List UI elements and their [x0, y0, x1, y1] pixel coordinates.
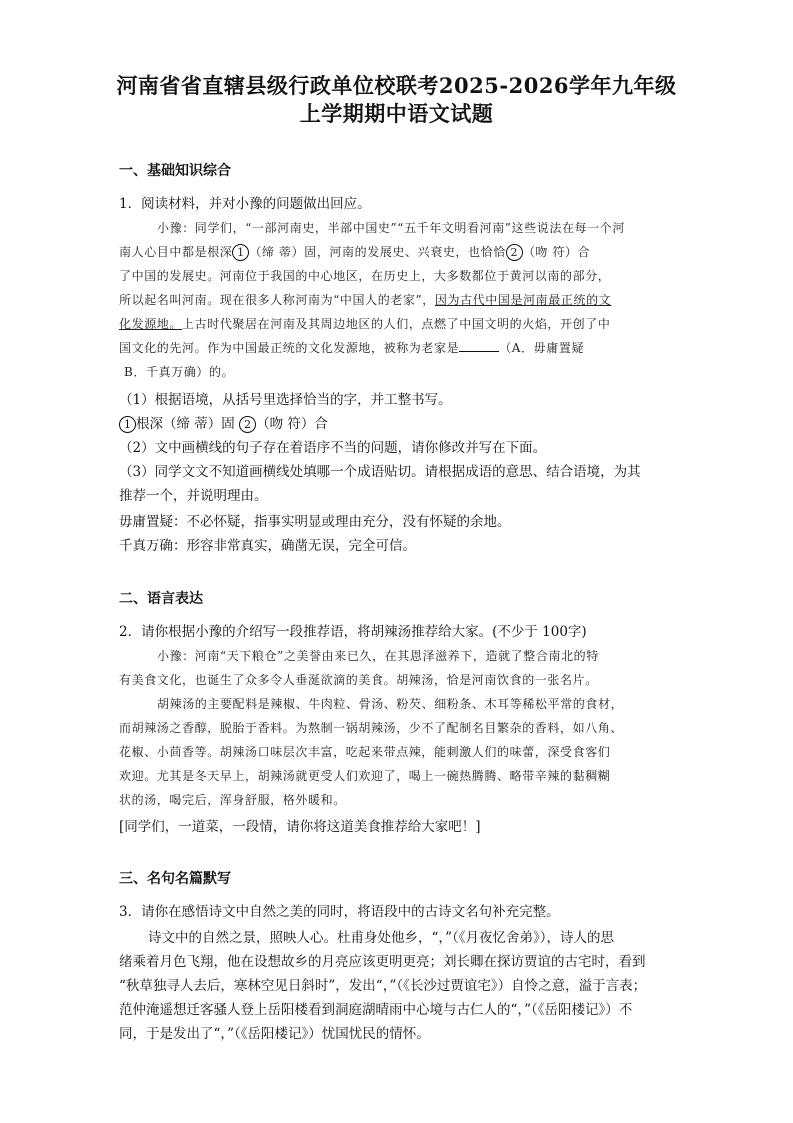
passage1-fragment: 上古时代聚居在河南及其周边地区的人们，点燃了中国文明的火焰，开创了中: [182, 317, 611, 331]
blank-marker-1: 1: [232, 244, 249, 261]
document-title-line1: 河南省省直辖县级行政单位校联考2025-2026学年九年级: [116, 73, 677, 98]
section2-heading: 二、语言表达: [119, 591, 203, 607]
passage1-fragment: 国文化的先河。作为中国最正统的文化发源地，被称为老家是: [119, 341, 460, 355]
subquestion-1-options: [119, 412, 328, 433]
passage2-line: 欢迎。尤其是冬天早上，胡辣汤就更受人们欢迎了，喝上一碗热腾腾、略带辛辣的黏稠糊: [119, 769, 611, 783]
option-text: 根深（缔 蒂）固: [136, 416, 240, 432]
passage1-line: [119, 243, 590, 261]
blank-marker-2: 2: [506, 244, 523, 261]
idiom-definition: 毋庸置疑：不必怀疑，指事实明显或理由充分，没有怀疑的余地。: [119, 514, 511, 530]
question3-line: 同，于是发出了“，”（《岳阳楼记》）忧国忧民的情怀。: [119, 1026, 430, 1042]
passage1-fragment: 所以起名叫河南。现在很多人称河南为“中国人的老家”，: [119, 293, 435, 307]
answer-blank: [459, 339, 499, 352]
passage1-line: 了中国的发展史。河南位于我国的中心地区，在历史上，大多数都位于黄河以南的部分，: [119, 269, 611, 283]
question3-line: 诗文中的自然之景，照映人心。杜甫身处他乡，“，”（《月夜忆舍弟》），诗人的思: [148, 930, 615, 946]
question2-prompt: 2．请你根据小豫的介绍写一段推荐语，将胡辣汤推荐给大家。(不少于 100字): [119, 624, 587, 640]
document-title-line2: 上学期期中语文试题: [299, 101, 494, 126]
passage2-line: 花椒、小茴香等。胡辣汤口味层次丰富，吃起来带点辣，能刺激人们的味蕾，深受食客们: [119, 745, 611, 759]
passage1-line: B．千真万确）的。: [124, 365, 235, 379]
passage1-line: 小豫：同学们，“一部河南史，半部中国史”“五千年文明看河南”这些说法在每一个河: [157, 221, 625, 235]
question1-prompt: 1．阅读材料，并对小豫的问题做出回应。: [119, 196, 371, 212]
passage2-line: 小豫：河南“天下粮仓”之美誉由来已久，在其恩泽滋养下，造就了整合南北的特: [157, 649, 599, 663]
section1-heading: 一、基础知识综合: [119, 163, 231, 179]
question3-line: 绪乘着月色飞翔，他在设想故乡的月亮应该更明更亮；刘长卿在探访贾谊的古宅时，看到: [119, 954, 646, 970]
passage1-fragment: （A．毋庸置疑: [499, 341, 585, 355]
passage1-fragment: （缔 蒂）固，河南的发展史、兴衰史，也恰恰: [249, 245, 506, 259]
passage2-line: 而胡辣汤之香醇，脱胎于香料。为熬制一锅胡辣汤，少不了配制名目繁杂的香料，如八角、: [119, 721, 624, 735]
subquestion-3: （3）同学文文不知道画横线处填哪一个成语贴切。请根据成语的意思、结合语境，为其: [119, 464, 641, 480]
number-marker-2: 2: [239, 416, 256, 433]
underlined-sentence: 因为古代中国是河南最正统的文: [434, 293, 612, 307]
section3-heading: 三、名句名篇默写: [119, 871, 231, 887]
passage1-fragment: 南人心目中都是根深: [119, 245, 233, 259]
passage2-line: 状的汤，喝完后，浑身舒服，格外暖和。: [119, 793, 346, 807]
passage1-line: [119, 291, 611, 308]
passage1-line: [119, 339, 584, 356]
question2-closing: [同学们，一道菜，一段情，请你将这道美食推荐给大家吧！]: [119, 819, 481, 835]
underlined-sentence: 化发源地。: [119, 317, 183, 331]
passage1-fragment: （吻 符）合: [522, 245, 591, 259]
subquestion-1: （1）根据语境，从括号里选择恰当的字，并工整书写。: [119, 392, 452, 408]
passage2-line: 有美食文化，也诞生了众多令人垂涎欲滴的美食。胡辣汤，恰是河南饮食的一张名片。: [119, 673, 598, 687]
question3-line: 范仲淹遥想迁客骚人登上岳阳楼看到洞庭湖晴雨中心境与古仁人的“，”（《岳阳楼记》）不: [119, 1002, 633, 1018]
option-text: （吻 符）合: [256, 416, 328, 432]
subquestion-3-cont: 推荐一个，并说明理由。: [119, 488, 268, 504]
question3-prompt: 3．请你在感悟诗文中自然之美的同时，将语段中的古诗文名句补充完整。: [119, 904, 560, 920]
idiom-definition: 千真万确：形容非常真实，确凿无误，完全可信。: [119, 538, 416, 554]
number-marker-1: 1: [119, 416, 136, 433]
subquestion-2: （2）文中画横线的句子存在着语序不当的问题，请你修改并写在下面。: [119, 440, 547, 456]
passage2-line: 胡辣汤的主要配料是辣椒、牛肉粒、骨汤、粉芡、细粉条、木耳等稀松平常的食材，: [157, 697, 624, 711]
question3-line: “秋草独寻人去后，寒林空见日斜时”，发出“，”（《长沙过贾谊宅》）自怜之意，溢于言表；: [119, 978, 647, 994]
passage1-line: [119, 315, 610, 332]
